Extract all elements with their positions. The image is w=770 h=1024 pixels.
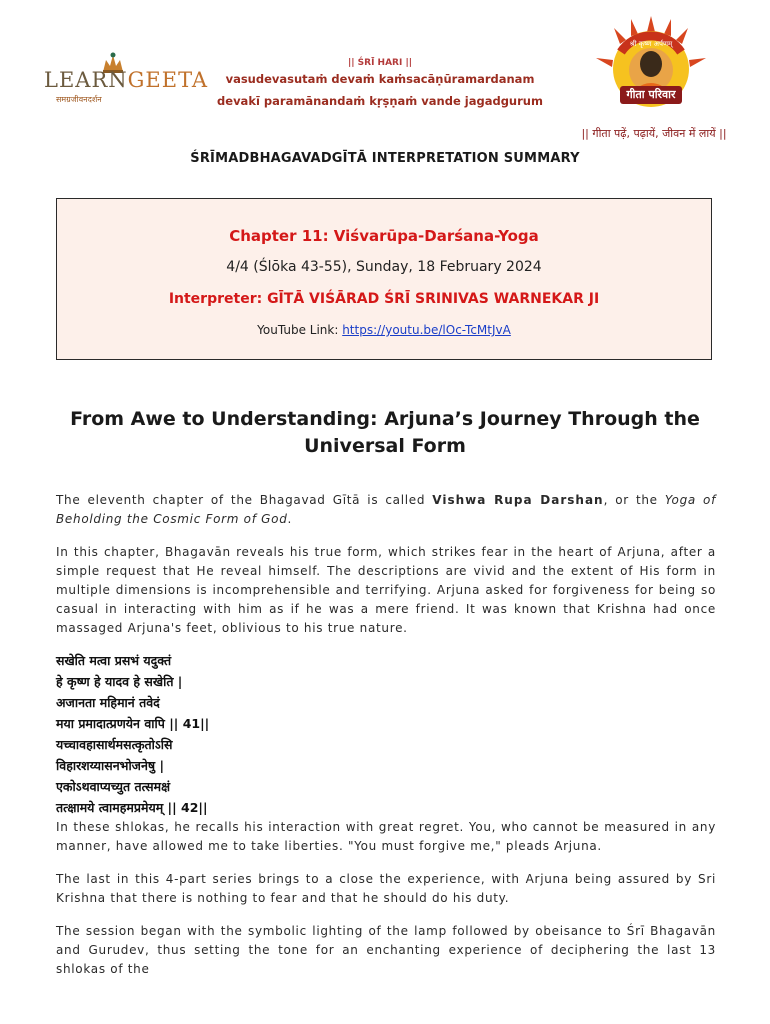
verse-line: मया प्रमादात्प्रणयेन वापि || 41|| [56,716,210,731]
chapter-title: Chapter 11: Viśvarūpa-Darśana-Yoga [229,227,539,245]
document-title: ŚRĪMADBHAGAVADGĪTĀ INTERPRETATION SUMMARY [190,151,580,166]
article-title-line-2: Universal Form [304,435,466,457]
shloka-explanation-paragraph: In these shlokas, he recalls his interaction with great regret. You, who cannot be measured in any manner, have allowed me to take liberties. "You must forgive me," pleads Arjuna. [56,820,716,853]
youtube-label: YouTube Link: [257,323,343,337]
article-title [40,406,730,460]
article-body [56,491,716,993]
pariwar-tagline: || गीता पढ़ें, पढ़ायें, जीवन में लायें || [581,127,727,140]
emblem-arc-text: श्री कृष्ण अर्पणम् [629,40,673,48]
youtube-line [57,323,711,337]
youtube-link[interactable]: https://youtu.be/lOc-TcMtJvA [342,323,511,337]
pariwar-badge: गीता परिवार [620,86,682,104]
mantra-line-1: vasudevasutaṁ devaṁ kaṁsacāṇūramardanam [225,72,535,86]
logo-wordmark: LEARNGEETA [44,68,209,92]
invocation-block [180,58,580,112]
chapter-meaning-italic: Yoga of Beholding the Cosmic Form of God [56,493,717,526]
verse-line: विहारशय्यासनभोजनेषु | [56,758,165,773]
session-opening-paragraph: The session began with the symbolic lighting of the lamp followed by obeisance to Śrī Bhagavān and Gurudev, thus setting the tone for an enchanting experience of deciphering the last 13 shlokas of the [56,924,716,976]
logo-tagline: समग्रजीवनदर्शन [56,95,102,104]
verse-line: अजानता महिमानं तवेदं [56,695,160,710]
verse-line: यच्चावहासार्थमसत्कृतोऽसि [56,737,173,752]
series-closing-paragraph: The last in this 4-part series brings to a close the experience, with Arjuna being assured by Sri Krishna that there is nothing to fear and that he should do his duty. [56,872,716,905]
interpreter-name: Interpreter: GĪTĀ VIŚĀRAD ŚRĪ SRINIVAS WARNEKAR JI [168,291,600,307]
chapter-summary-paragraph: In this chapter, Bhagavān reveals his true form, which strikes fear in the heart of Arjuna, after a simple request that He reveal himself. The descriptions are vivid and the extent of His form in multiple dimensions is incomprehensible and terrifying. Arjuna asked for forgiveness for being so casual in interacting with him as if he was a mere friend. It was known that Krishna had once massaged Arjuna's feet, oblivious to his true nature. [56,545,716,635]
shri-hari-label: || ŚRĪ HARI || [347,58,413,68]
session-info-box [56,198,712,360]
page-header [0,0,770,150]
verse-line: एकोऽथवाप्यच्युत तत्समक्षं [56,779,171,794]
chapter-name-bold: Vishwa Rupa Darshan [432,493,604,507]
verse-line: तत्क्षामये त्वामहमप्रमेयम् || 42|| [56,800,208,815]
verse-line: सखेति मत्वा प्रसभं यदुक्तं [56,653,172,668]
session-details: 4/4 (Ślōka 43-55), Sunday, 18 February 2024 [226,259,542,275]
mantra-line-2: devakī paramānandaṁ kṛṣṇaṁ vande jagadgurum [217,94,543,108]
intro-paragraph: The eleventh chapter of the Bhagavad Gītā is called Vishwa Rupa Darshan, or the Yoga of Beholding the Cosmic Form of God. [56,493,717,526]
sanskrit-verse-block [56,650,716,818]
article-title-line-1: From Awe to Understanding: Arjuna’s Journey Through the [70,408,700,430]
geeta-pariwar-logo[interactable] [581,14,727,140]
verse-line: हे कृष्ण हे यादव हे सखेति | [56,674,183,689]
